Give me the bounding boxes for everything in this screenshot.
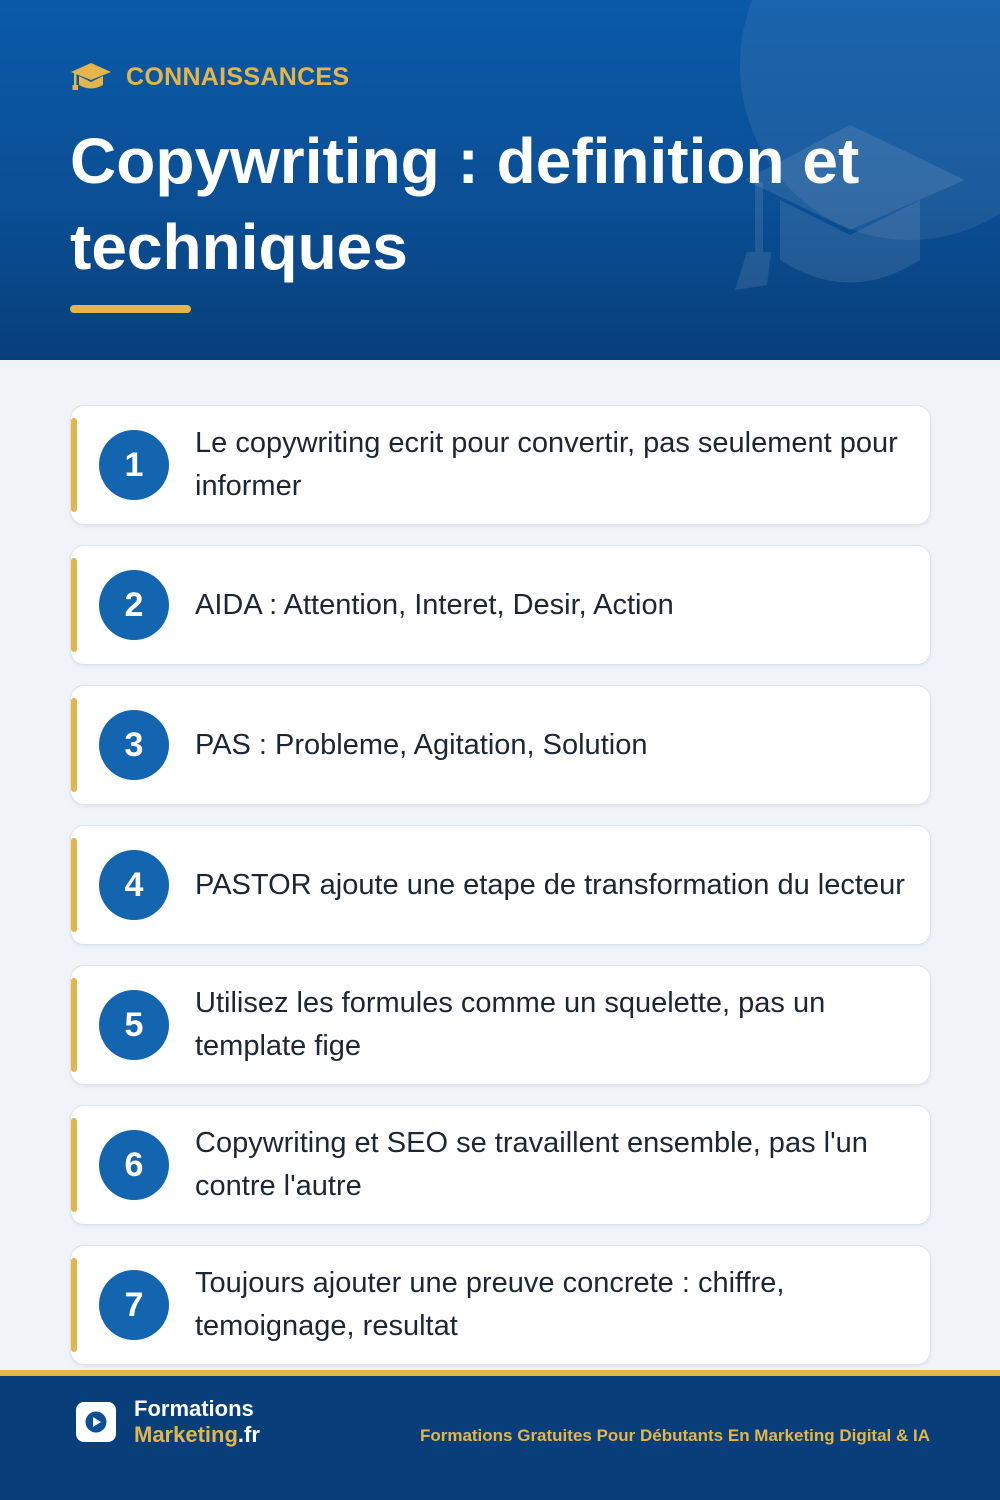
card-accent-bar [71, 978, 77, 1072]
item-number-badge: 3 [99, 710, 169, 780]
card-accent-bar [71, 1118, 77, 1212]
item-text: Utilisez les formules comme un squelette, pas un template fige [195, 987, 826, 1062]
item-number-badge: 1 [99, 430, 169, 500]
item-number-badge: 5 [99, 990, 169, 1060]
list-item [70, 1105, 931, 1225]
item-number-badge: 6 [99, 1130, 169, 1200]
item-text: PASTOR ajoute une etape de transformation du lecteur [195, 868, 905, 901]
card-accent-bar [71, 418, 77, 512]
card-accent-bar [71, 698, 77, 792]
item-number-badge: 7 [99, 1270, 169, 1340]
brand-name-line1: Formations [134, 1396, 254, 1421]
item-text: AIDA : Attention, Interet, Desir, Action [195, 588, 674, 621]
category-label: CONNAISSANCES [126, 62, 350, 91]
list-item [70, 1245, 931, 1365]
brand-domain-suffix: .fr [237, 1422, 260, 1447]
graduation-cap-icon [70, 62, 112, 92]
card-accent-bar [71, 558, 77, 652]
list-item [70, 405, 931, 525]
brand-name-line2 [134, 1422, 260, 1448]
brand-name-marketing: Marketing [134, 1422, 238, 1447]
item-text: Toujours ajouter une preuve concrete : chiffre, temoignage, resultat [195, 1267, 785, 1342]
item-text: PAS : Probleme, Agitation, Solution [195, 728, 648, 761]
page-title: Copywriting : definition et techniques [70, 125, 860, 283]
item-number-badge: 4 [99, 850, 169, 920]
category-tag [70, 60, 349, 94]
play-icon [85, 1411, 107, 1433]
list-item [70, 545, 931, 665]
title-underline [70, 305, 191, 313]
footer [0, 1376, 1000, 1500]
item-number-badge: 2 [99, 570, 169, 640]
item-text: Copywriting et SEO se travaillent ensemble, pas l'un contre l'autre [195, 1127, 868, 1202]
footer-tagline: Formations Gratuites Pour Débutants En Marketing Digital & IA [419, 1426, 930, 1445]
card-accent-bar [71, 838, 77, 932]
list-item [70, 825, 931, 945]
header-banner [0, 0, 1000, 360]
card-accent-bar [71, 1258, 77, 1352]
item-text: Le copywriting ecrit pour convertir, pas seulement pour informer [195, 427, 898, 502]
list-item [70, 965, 931, 1085]
brand-logo[interactable] [76, 1402, 116, 1442]
list-item [70, 685, 931, 805]
